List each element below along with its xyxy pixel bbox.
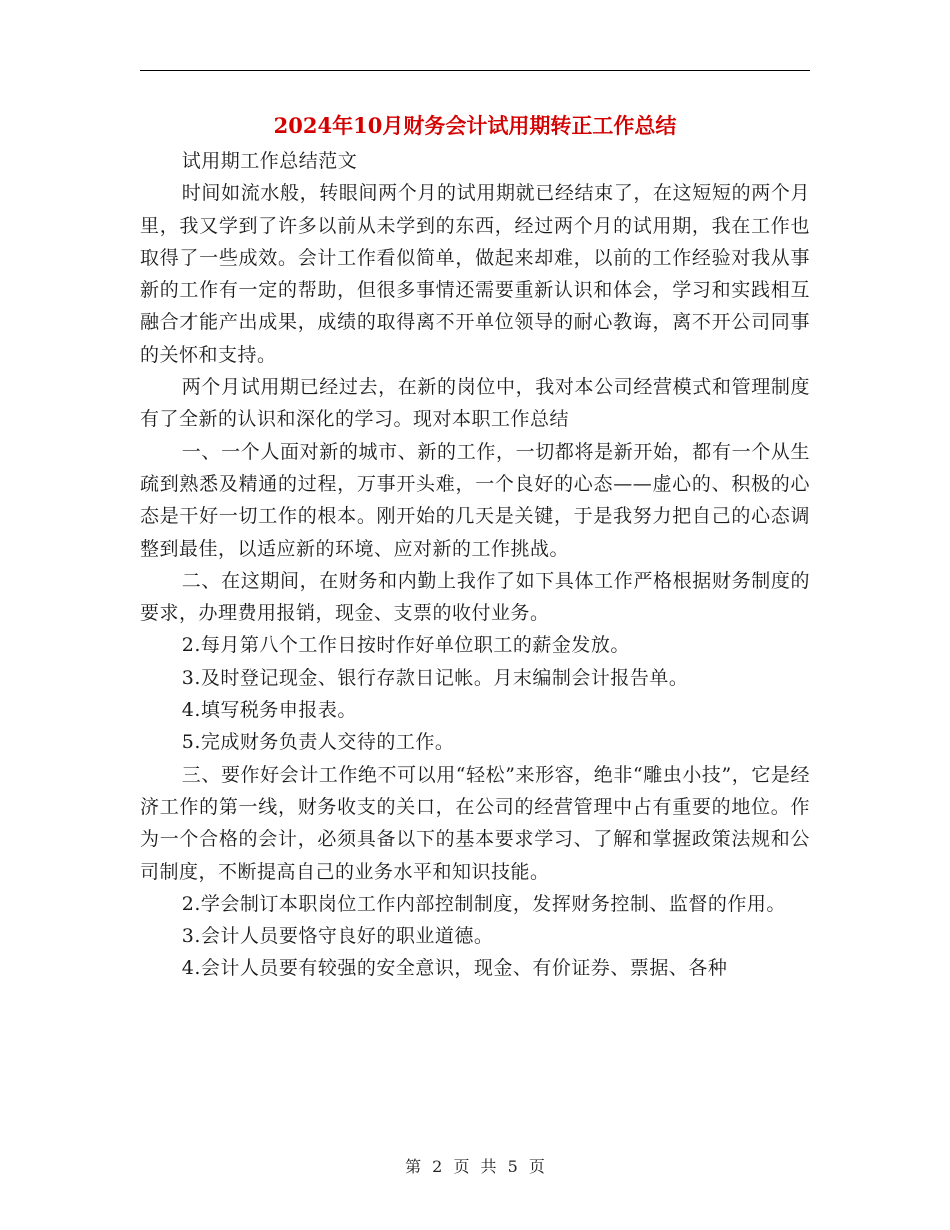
document-body (140, 145, 810, 985)
paragraph: 试用期工作总结范文 (181, 150, 358, 172)
paragraph: 3.及时登记现金、银行存款日记帐。月末编制会计报告单。 (181, 666, 689, 689)
document-title: 2024年10月财务会计试用期转正工作总结 (273, 113, 677, 138)
paragraph: 2.每月第八个工作日按时作好单位职工的薪金发放。 (181, 634, 630, 657)
paragraph: 一、一个人面对新的城市、新的工作，一切都将是新开始，都有一个从生疏到熟悉及精通的过程，万事开头难，一个良好的心态——虚心的、积极的心态是干好一切工作的根本。刚开始的几天是关键，于是我努力把自己的心态调整到最佳，以适应新的环境、应对新的工作挑战。 (140, 440, 810, 560)
paragraph: 2.学会制订本职岗位工作内部控制制度，发挥财务控制、监督的作用。 (181, 892, 786, 915)
paragraph: 三、要作好会计工作绝不可以用“轻松”来形容，绝非“雕虫小技”，它是经济工作的第一线，财务收支的关口，在公司的经营管理中占有重要的地位。作为一个合格的会计，必须具备以下的基本要求学习、了解和掌握政策法规和公司制度，不断提高自己的业务水平和知识技能。 (140, 763, 810, 883)
paragraph: 4.会计人员要有较强的安全意识，现金、有价证券、票据、各种 (181, 957, 728, 980)
paragraph: 5.完成财务负责人交待的工作。 (181, 731, 455, 754)
header-rule (140, 70, 810, 71)
paragraph: 4.填写税务申报表。 (181, 699, 357, 722)
paragraph: 二、在这期间，在财务和内勤上我作了如下具体工作严格根据财务制度的要求，办理费用报销，现金、支票的收付业务。 (140, 569, 810, 625)
paragraph: 两个月试用期已经过去，在新的岗位中，我对本公司经营模式和管理制度有了全新的认识和深化的学习。现对本职工作总结 (140, 376, 810, 431)
paragraph: 3.会计人员要恪守良好的职业道德。 (181, 925, 494, 948)
paragraph: 时间如流水般，转眼间两个月的试用期就已经结束了，在这短短的两个月里，我又学到了许多以前从未学到的东西，经过两个月的试用期，我在工作也取得了一些成效。会计工作看似简单，做起来却难，以前的工作经验对我从事新的工作有一定的帮助，但很多事情还需要重新认识和体会，学习和实践相互融合才能产出成果，成绩的取得离不开单位领导的耐心教诲，离不开公司同事的关怀和支持。 (140, 182, 810, 366)
page-number-footer: 第 2 页 共 5 页 (405, 1157, 545, 1176)
